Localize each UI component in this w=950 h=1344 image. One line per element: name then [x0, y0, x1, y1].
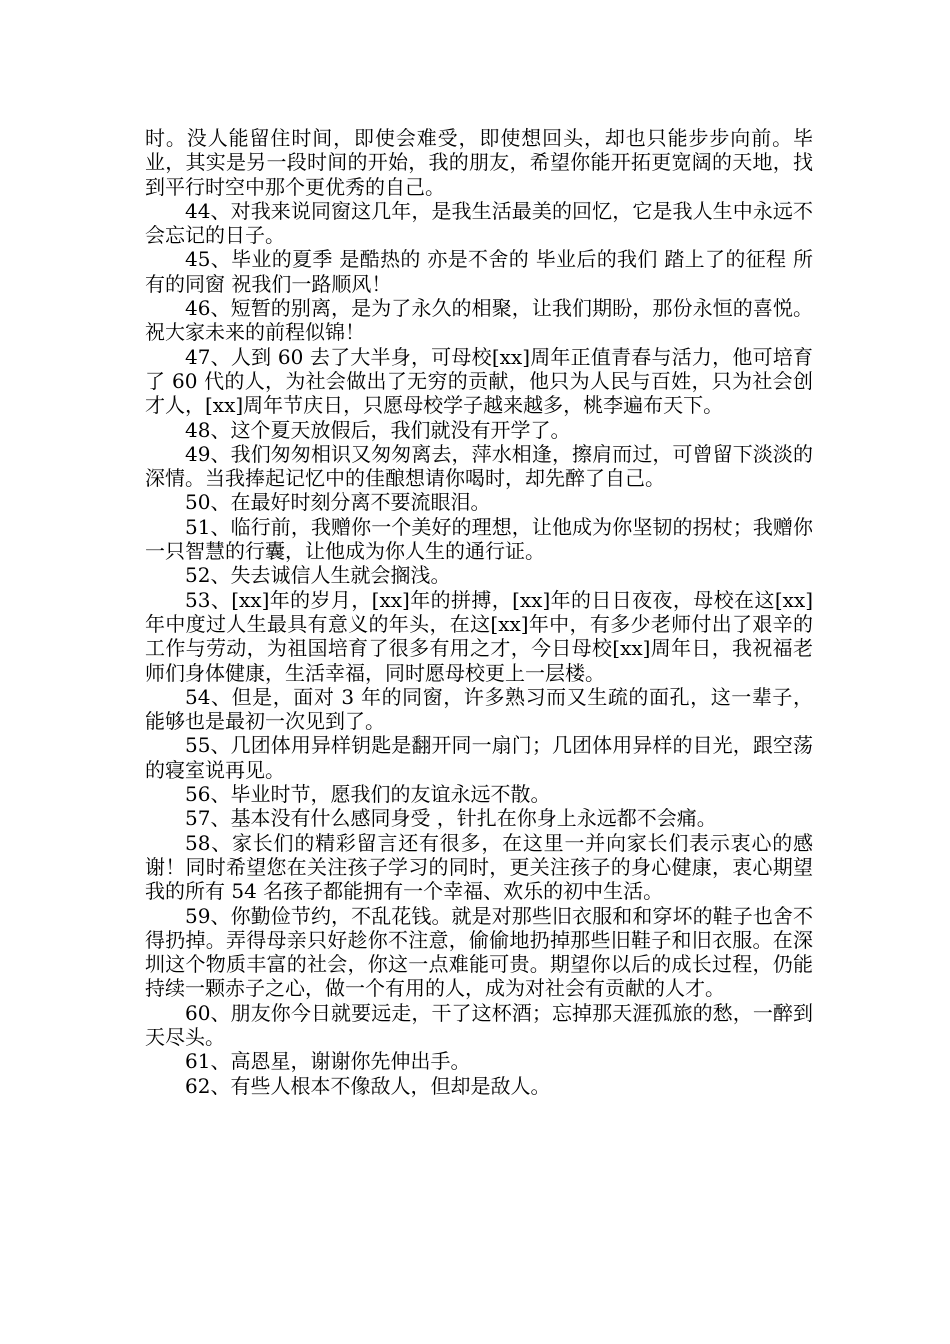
- paragraph-58: 58、家长们的精彩留言还有很多，在这里一并向家长们表示衷心的感谢！同时希望您在关注孩子学习的同时，更关注孩子的身心健康，衷心期望我的所有 54 名孩子都能拥有一个幸福、欢乐的初中生活。: [145, 830, 813, 904]
- paragraph-62: 62、有些人根本不像敌人，但却是敌人。: [185, 1073, 551, 1098]
- paragraph-52: 52、失去诚信人生就会搁浅。: [185, 563, 451, 588]
- paragraph-55: 55、几团体用异样钥匙是翻开同一扇门；几团体用异样的目光，跟空荡的寝室说再见。: [145, 733, 813, 782]
- paragraph-51: 51、临行前，我赠你一个美好的理想，让他成为你坚韧的拐杖；我赠你一只智慧的行囊，让他成为你人生的通行证。: [145, 514, 813, 564]
- paragraph-44: 44、对我来说同窗这几年，是我生活最美的回忆，它是我人生中永远不会忘记的日子。: [145, 198, 813, 248]
- paragraph-60: 60、朋友你今日就要远走，干了这杯酒；忘掉那天涯孤旅的愁，一醉到天尽头。: [145, 1000, 813, 1049]
- paragraph-46: 46、短暂的别离，是为了永久的相聚，让我们期盼，那份永恒的喜悦。祝大家未来的前程似锦！: [145, 296, 813, 345]
- paragraph-continuation: 时。没人能留住时间，即使会难受，即使想回头，却也只能步步向前。毕业，其实是另一段时间的开始，我的朋友，希望你能开拓更宽阔的天地，找到平行时空中那个更优秀的自己。: [145, 126, 813, 199]
- paragraph-54: 54、但是，面对 3 年的同窗，许多熟习而又生疏的面孔，这一辈子，能够也是最初一次见到了。: [145, 684, 813, 734]
- paragraph-50: 50、在最好时刻分离不要流眼泪。: [185, 490, 491, 515]
- paragraph-56: 56、毕业时节，愿我们的友谊永远不散。: [185, 782, 551, 807]
- document-page: [145, 126, 813, 1098]
- paragraph-49: 49、我们匆匆相识又匆匆离去，萍水相逢，擦肩而过，可曾留下淡淡的深情。当我捧起记忆中的佳酿想请你喝时，却先醉了自己。: [145, 441, 813, 491]
- paragraph-45: 45、毕业的夏季 是酷热的 亦是不舍的 毕业后的我们 踏上了的征程 所有的同窗 祝我们一路顺风！: [145, 247, 813, 296]
- paragraph-57: 57、基本没有什么感同身受 ，针扎在你身上永远都不会痛。: [185, 806, 717, 831]
- paragraph-47: 47、人到 60 去了大半身，可母校[xx]周年正值青春与活力，他可培育了 60 代的人，为社会做出了无穷的贡献，他只为人民与百姓，只为社会创才人，[xx]周年节庆日，只愿母校学子越来越多，桃李遍布天下。: [145, 344, 813, 418]
- paragraph-61: 61、高恩星，谢谢你先伸出手。: [185, 1049, 471, 1074]
- paragraph-48: 48、这个夏天放假后，我们就没有开学了。: [185, 417, 571, 442]
- paragraph-53: 53、[xx]年的岁月，[xx]年的拼搏，[xx]年的日日夜夜，母校在这[xx]年中度过人生最具有意义的年头，在这[xx]年中，有多少老师付出了艰辛的工作与劳动，为祖国培育了很多有用之才，今日母校[xx]周年日，我祝福老师们身体健康，生活幸福，同时愿母校更上一层楼。: [145, 587, 813, 685]
- paragraph-59: 59、你勤俭节约，不乱花钱。就是对那些旧衣服和和穿坏的鞋子也舍不得扔掉。弄得母亲只好趁你不注意，偷偷地扔掉那些旧鞋子和旧衣服。在深圳这个物质丰富的社会，你这一点难能可贵。期望你以后的成长过程，仍能持续一颗赤子之心，做一个有用的人，成为对社会有贡献的人才。: [145, 903, 813, 1001]
